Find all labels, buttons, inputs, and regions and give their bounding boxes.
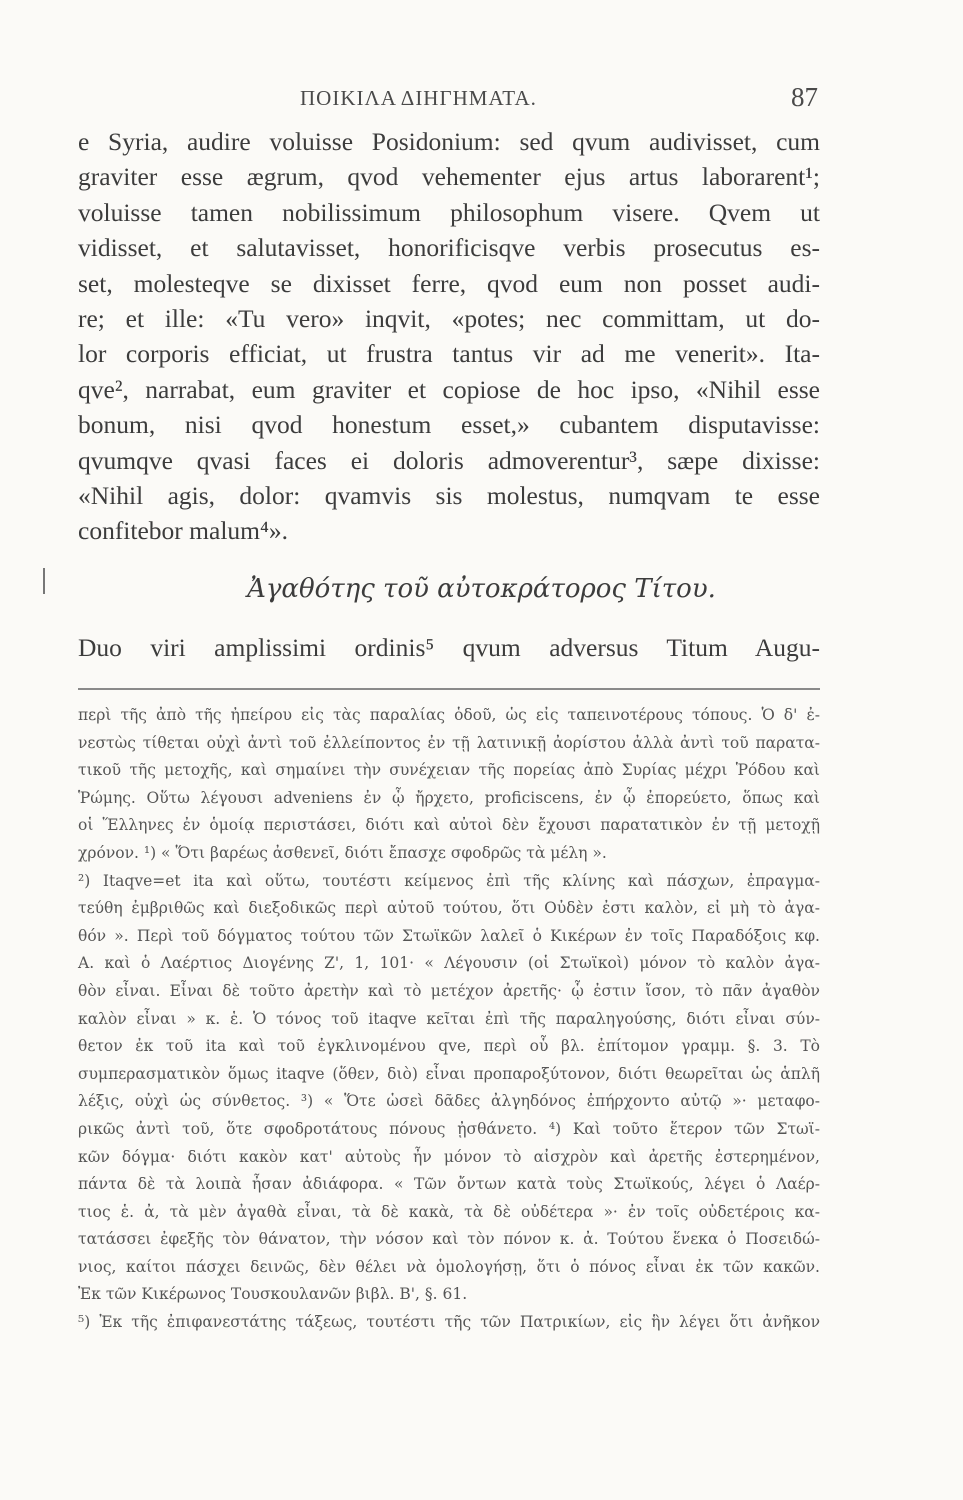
footnote-line: νεστὼς τίθεται οὐχὶ ἀντὶ τοῦ ἐλλείποντος ἐν τῇ λατινικῇ ἀορίστου ἀλλὰ ἀντὶ τοῦ παρατα- <box>78 733 820 752</box>
footnote-line: χρόνον. ¹) « Ὅτι βαρέως ἀσθενεῖ, διότι ἔπασχε σφοδρῶς τὰ μέλη ». <box>78 843 607 862</box>
text-line: qve², narrabat, eum graviter et copiose de hoc ipso, «Nihil esse <box>78 374 820 404</box>
footnote-line: τικοῦ τῆς μετοχῆς, καὶ σημαίνει τὴν συνέχειαν τῆς πορείας ἀπὸ Συρίας μέχρι Ῥόδου καὶ <box>78 761 820 780</box>
text-line: re; et ille: «Tu vero» inqvit, «potes; nec committam, ut do- <box>78 303 820 333</box>
footnotes <box>78 702 820 1337</box>
main-text <box>78 124 820 549</box>
footnote-line: οἱ Ἕλληνες ἐν ὁμοίᾳ περιστάσει, διότι καὶ αὐτοὶ δὲν ἔχουσι παρατατικὸν ἐν τῇ μετοχῇ <box>78 816 820 835</box>
text-line: e Syria, audire voluisse Posidonium: sed qvum audivisset, cum <box>78 127 820 156</box>
text-line: vidisset, et salutavisset, honorificisqve verbis prosecutus es- <box>78 233 820 263</box>
footnote-line: Α. καὶ ὁ Λαέρτιος Διογένης Ζ', 1, 101· « Λέγουσιν (οἱ Στωϊκοὶ) μόνον τὸ καλὸν ἀγα- <box>78 954 820 973</box>
text-line: «Nihil agis, dolor: qvamvis sis molestus, numqvam te esse <box>78 480 820 510</box>
footnote-line: λέξις, οὐχὶ ὡς σύνθετος. ³) « Ὅτε ὡσεὶ δᾶδες ἀλγηδόνος ἐπήρχοντο αὐτῷ »· μεταφο- <box>78 1092 820 1111</box>
footnote-line: τεύθη ἐμβριθῶς καὶ διεξοδικῶς περὶ αὐτοῦ τούτου, ὅτι Οὐδὲν ἐστι καλὸν, εἰ μὴ τὸ ἀγα- <box>78 899 820 918</box>
running-head <box>300 82 820 116</box>
footnote-line: νιος, καίτοι πάσχει δεινῶς, δὲν θέλει νὰ ὁμολογήσῃ, ὅτι ὁ πόνος εἶναι ἐκ τῶν κακῶν. <box>78 1257 820 1276</box>
footnote-line: ρικῶς ἀντὶ τοῦ, ὅτε σφοδροτάτους πόνους ᾐσθάνετο. ⁴) Καὶ τοῦτο ἕτερον τῶν Στωϊ- <box>78 1119 820 1138</box>
footnote-line: κῶν δόγμα· διότι κακὸν κατ' αὐτοὺς ἦν μόνον τὸ αἰσχρὸν καὶ ἀρετῆς ἐστερημένον, <box>78 1147 820 1166</box>
footnote-line: ²) Itaqve=et ita καὶ οὕτω, τουτέστι κείμενος ἐπὶ τῆς κλίνης καὶ πάσχων, ἐπραγμα- <box>78 871 820 890</box>
text-line: confitebor malum⁴». <box>78 516 289 546</box>
section-heading: Ἀγαθότης τοῦ αὐτοκράτορος Τίτου. <box>247 574 716 604</box>
footnote-line: θόν ». Περὶ τοῦ δόγματος τούτου τῶν Στωϊκῶν λαλεῖ ὁ Κικέρων ἐν τοῖς Παραδόξοις κφ. <box>78 926 820 945</box>
footnote-rule <box>78 688 820 690</box>
text-line: graviter esse ægrum, qvod vehementer ejus artus laborarent¹; <box>78 162 820 192</box>
footnote-line: θὸν εἶναι. Εἶναι δὲ τοῦτο ἀρετὴν καὶ τὸ μετέχον ἀρετῆς· ᾧ ἐστιν ἴσον, τὸ πᾶν ἀγαθὸν <box>78 981 820 1000</box>
text-line: voluisse tamen nobilissimum philosophum visere. Qvem ut <box>78 197 820 227</box>
footnote-line: τιος ἑ. ἀ, τὰ μὲν ἀγαθὰ εἶναι, τὰ δὲ κακὰ, τὰ δὲ οὐδέτερα »· ἐν τοῖς οὐδετέροις κα- <box>78 1202 820 1221</box>
text-line: qvumqve qvasi faces ei doloris admoverentur³, sæpe dixisse: <box>78 445 820 475</box>
footnote-line: τατάσσει ἐφεξῆς τὸν θάνατον, τὴν νόσον καὶ τὸν πόνον κ. ἀ. Τούτου ἕνεκα ὁ Ποσειδώ- <box>78 1230 820 1249</box>
footnote-line: Ἐκ τῶν Κικέρωνος Τουσκουλανῶν βιβλ. Β', §. 61. <box>78 1285 468 1304</box>
footnote-line: πάντα δὲ τὰ λοιπὰ ἦσαν ἀδιάφορα. « Τῶν ὄντων κατὰ τοὺς Στωϊκούς, λέγει ὁ Λαέρ- <box>78 1175 820 1194</box>
text-line: lor corporis efficiat, ut frustra tantus vir ad me venerit». Ita- <box>78 339 820 369</box>
text-line: bonum, nisi qvod honestum esset,» cubantem disputavisse: <box>78 410 820 440</box>
footnote-line: θετον ἐκ τοῦ ita καὶ τοῦ ἐγκλινομένου qve, περὶ οὗ βλ. ἐπίτομον γραμμ. §. 3. Τὸ <box>78 1037 820 1056</box>
footnote-line: ⁵) Ἐκ τῆς ἐπιφανεστάτης τάξεως, τουτέστι τῆς τῶν Πατρικίων, εἰς ἣν λέγει ὅτι ἀνῆκον <box>78 1313 820 1332</box>
footnote-line: περὶ τῆς ἀπὸ τῆς ἠπείρου εἰς τὰς παραλίας ὁδοῦ, ὡς εἰς ταπεινοτέρους τόπους. Ὁ δ' ἐ- <box>78 706 820 724</box>
running-title: ΠΟΙΚΙΛΑ ΔΙΗΓΗΜΑΤΑ. <box>300 86 537 110</box>
footnote-line: συμπερασματικὸν ὅμως itaqve (ὅθεν, διὸ) εἶναι προπαροξύτονον, διότι θεωρεῖται ὡς ἁπλῆ <box>78 1064 820 1083</box>
footnote-line: καλὸν εἶναι » κ. ἑ. Ὁ τόνος τοῦ itaqve κεῖται ἐπὶ τῆς παραληγούσης, διότι εἶναι σύν- <box>78 1009 820 1028</box>
text-line: set, molesteqve se dixisset ferre, qvod eum non posset audi- <box>78 268 820 298</box>
page-number: 87 <box>791 82 818 112</box>
continuation-line: Duo viri amplissimi ordinis⁵ qvum adversus Titum Augu- <box>78 633 820 662</box>
footnote-line: Ῥώμης. Οὕτω λέγουσι adveniens ἐν ᾧ ἤρχετο, proficiscens, ἐν ᾧ ἐπορεύετο, ὅπως καὶ <box>78 788 820 807</box>
